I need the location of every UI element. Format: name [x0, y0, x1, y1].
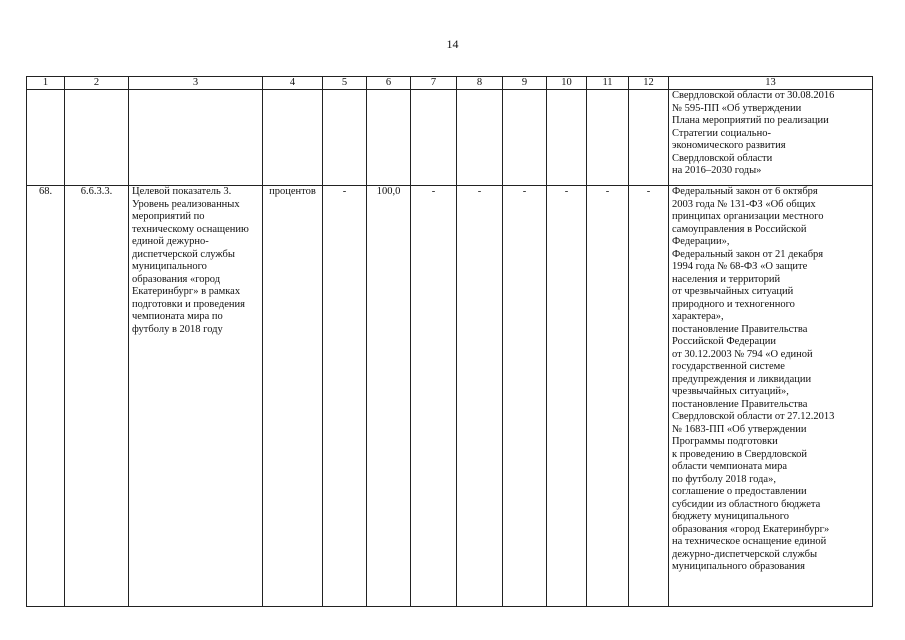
value-cell-6: 100,0 — [367, 186, 411, 607]
value-cell-9: - — [503, 186, 547, 607]
table-row-68 — [27, 186, 873, 607]
row-number-cell: 68. — [27, 186, 65, 607]
column-header: 12 — [629, 77, 669, 90]
column-header: 8 — [457, 77, 503, 90]
column-header: 6 — [367, 77, 411, 90]
legal-basis-cell: Федеральный закон от 6 октября 2003 года № 131-ФЗ «Об общих принципах организации местного самоуправления в Российской Федерации», Федеральный закон от 21 декабря 1994 года № 68-ФЗ «О защите населения и территорий от чрезвычайных ситуаций природного и техногенного характера», постановление Правительства Российской Федерации от 30.12.2003 № 794 «О единой государственной системе предупреждения и ликвидации чрезвычайных ситуаций», постановление Правительства Свердловской области от 27.12.2013 № 1683-ПП «Об утверждении Программы подготовки к проведению в Свердловской области чемпионата мира по футболу 2018 года», соглашение о предоставлении субсидии из областного бюджета бюджету муниципального образования «город Екатеринбург» на техническое оснащение единой дежурно-диспетчерской службы муниципального образования — [669, 186, 873, 607]
column-header: 5 — [323, 77, 367, 90]
value-cell-12: - — [629, 186, 669, 607]
column-number-row — [27, 77, 873, 90]
column-header: 7 — [411, 77, 457, 90]
column-header: 13 — [669, 77, 873, 90]
value-cell-5: - — [323, 186, 367, 607]
unit-cell: процентов — [263, 186, 323, 607]
column-header: 1 — [27, 77, 65, 90]
value-cell-10: - — [547, 186, 587, 607]
indicator-name-cell: Целевой показатель 3. Уровень реализованных мероприятий по техническому оснащению единой дежурно- диспетчерской службы муниципального образования «город Екатеринбург» в рамках подготовки и проведения чемпионата мира по футболу в 2018 году — [129, 186, 263, 607]
indicators-table — [26, 76, 873, 607]
value-cell-7: - — [411, 186, 457, 607]
column-header: 9 — [503, 77, 547, 90]
page-number: 14 — [446, 37, 459, 51]
value-cell-8: - — [457, 186, 503, 607]
legal-basis-cell: Свердловской области от 30.08.2016 № 595-ПП «Об утверждении Плана мероприятий по реализации Стратегии социально- экономического развития Свердловской области на 2016–2030 годы» — [669, 90, 873, 186]
column-header: 3 — [129, 77, 263, 90]
column-header: 2 — [65, 77, 129, 90]
item-code-cell: 6.6.3.3. — [65, 186, 129, 607]
column-header: 11 — [587, 77, 629, 90]
value-cell-11: - — [587, 186, 629, 607]
table-row-continuation — [27, 90, 873, 186]
column-header: 4 — [263, 77, 323, 90]
column-header: 10 — [547, 77, 587, 90]
